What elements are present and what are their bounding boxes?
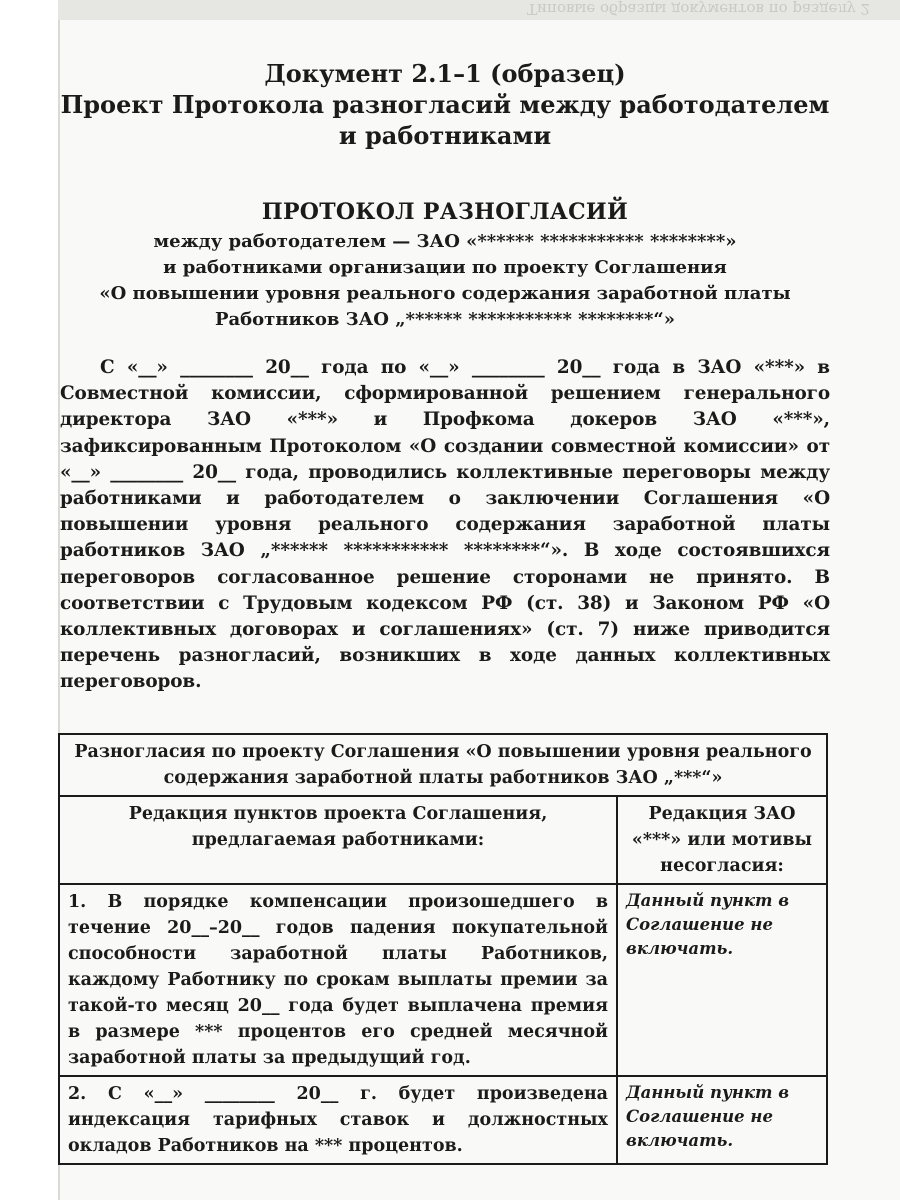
protocol-sub-line-1: между работодателем — ЗАО «****** *********** ********» — [153, 231, 737, 252]
column-header-proposals: Редакция пунктов проекта Соглашения, предлагаемая работниками: — [59, 796, 617, 884]
document-content — [60, 58, 830, 696]
protocol-sub-line-2: и работниками организации по проекту Соглашения — [163, 257, 727, 278]
protocol-sub-line-4: Работников ЗАО „****** *********** ********“» — [214, 309, 676, 330]
protocol-body — [60, 355, 830, 696]
body-paragraph: С «__» ________ 20__ года по «__» ________ 20__ года в ЗАО «***» в Совместной комиссии, сформированной решением генерального директора ЗАО «***» и Профкома докеров ЗАО «***», зафиксированным Протоколом «О создании совместной комиссии» от «__» ________ 20__ года, проводились коллективные переговоры между работниками и работодателем о заключении Соглашения «О повышении уровня реального содержания заработной платы работников ЗАО „****** *********** ********“». В ходе состоявшихся переговоров согласованное решение сторонами не принято. В соответствии с Трудовым кодексом РФ (ст. 38) и Законом РФ «О коллективных договорах и соглашениях» (ст. 7) ниже приводится перечень разногласий, возникших в ходе данных коллективных переговоров. — [60, 357, 830, 693]
proposal-cell: 1. В порядке компенсации произошедшего в течение 20__–20__ годов падения покупательной способности заработной платы Работников, каждому Работнику по срокам выплаты премии за такой-то месяц 20__ года будет выплачена премия в размере *** процентов его средней месячной заработной платы за предыдущий год. — [59, 884, 617, 1076]
title-line-3: и работниками — [338, 121, 552, 150]
response-cell: Данный пункт в Соглашение не включать. — [617, 1076, 827, 1164]
table-heading: Разногласия по проекту Соглашения «О повышении уровня реального содержания заработной платы работников ЗАО „***“» — [59, 734, 827, 796]
bleed-through-header: Типовые образцы документов по разделу 2 — [526, 0, 870, 18]
protocol-sub-line-3: «О повышении уровня реального содержания заработной платы — [99, 283, 791, 304]
response-cell: Данный пункт в Соглашение не включать. — [617, 884, 827, 1076]
protocol-heading: ПРОТОКОЛ РАЗНОГЛАСИЙ — [261, 199, 629, 225]
table-row — [59, 884, 827, 1076]
column-header-row — [59, 796, 827, 884]
title-line-2: Проект Протокола разногласий между работодателем — [60, 90, 830, 119]
column-header-employer: Редакция ЗАО «***» или мотивы несогласия: — [617, 796, 827, 884]
protocol-subtitle — [60, 229, 830, 333]
title-line-1: Документ 2.1–1 (образец) — [264, 59, 626, 88]
proposal-cell: 2. С «__» ________ 20__ г. будет произведена индексация тарифных ставок и должностных окладов Работников на *** процентов. — [59, 1076, 617, 1164]
document-title — [60, 58, 830, 151]
table-heading-row — [59, 734, 827, 796]
disagreements-table — [58, 733, 828, 1165]
table-row — [59, 1076, 827, 1164]
